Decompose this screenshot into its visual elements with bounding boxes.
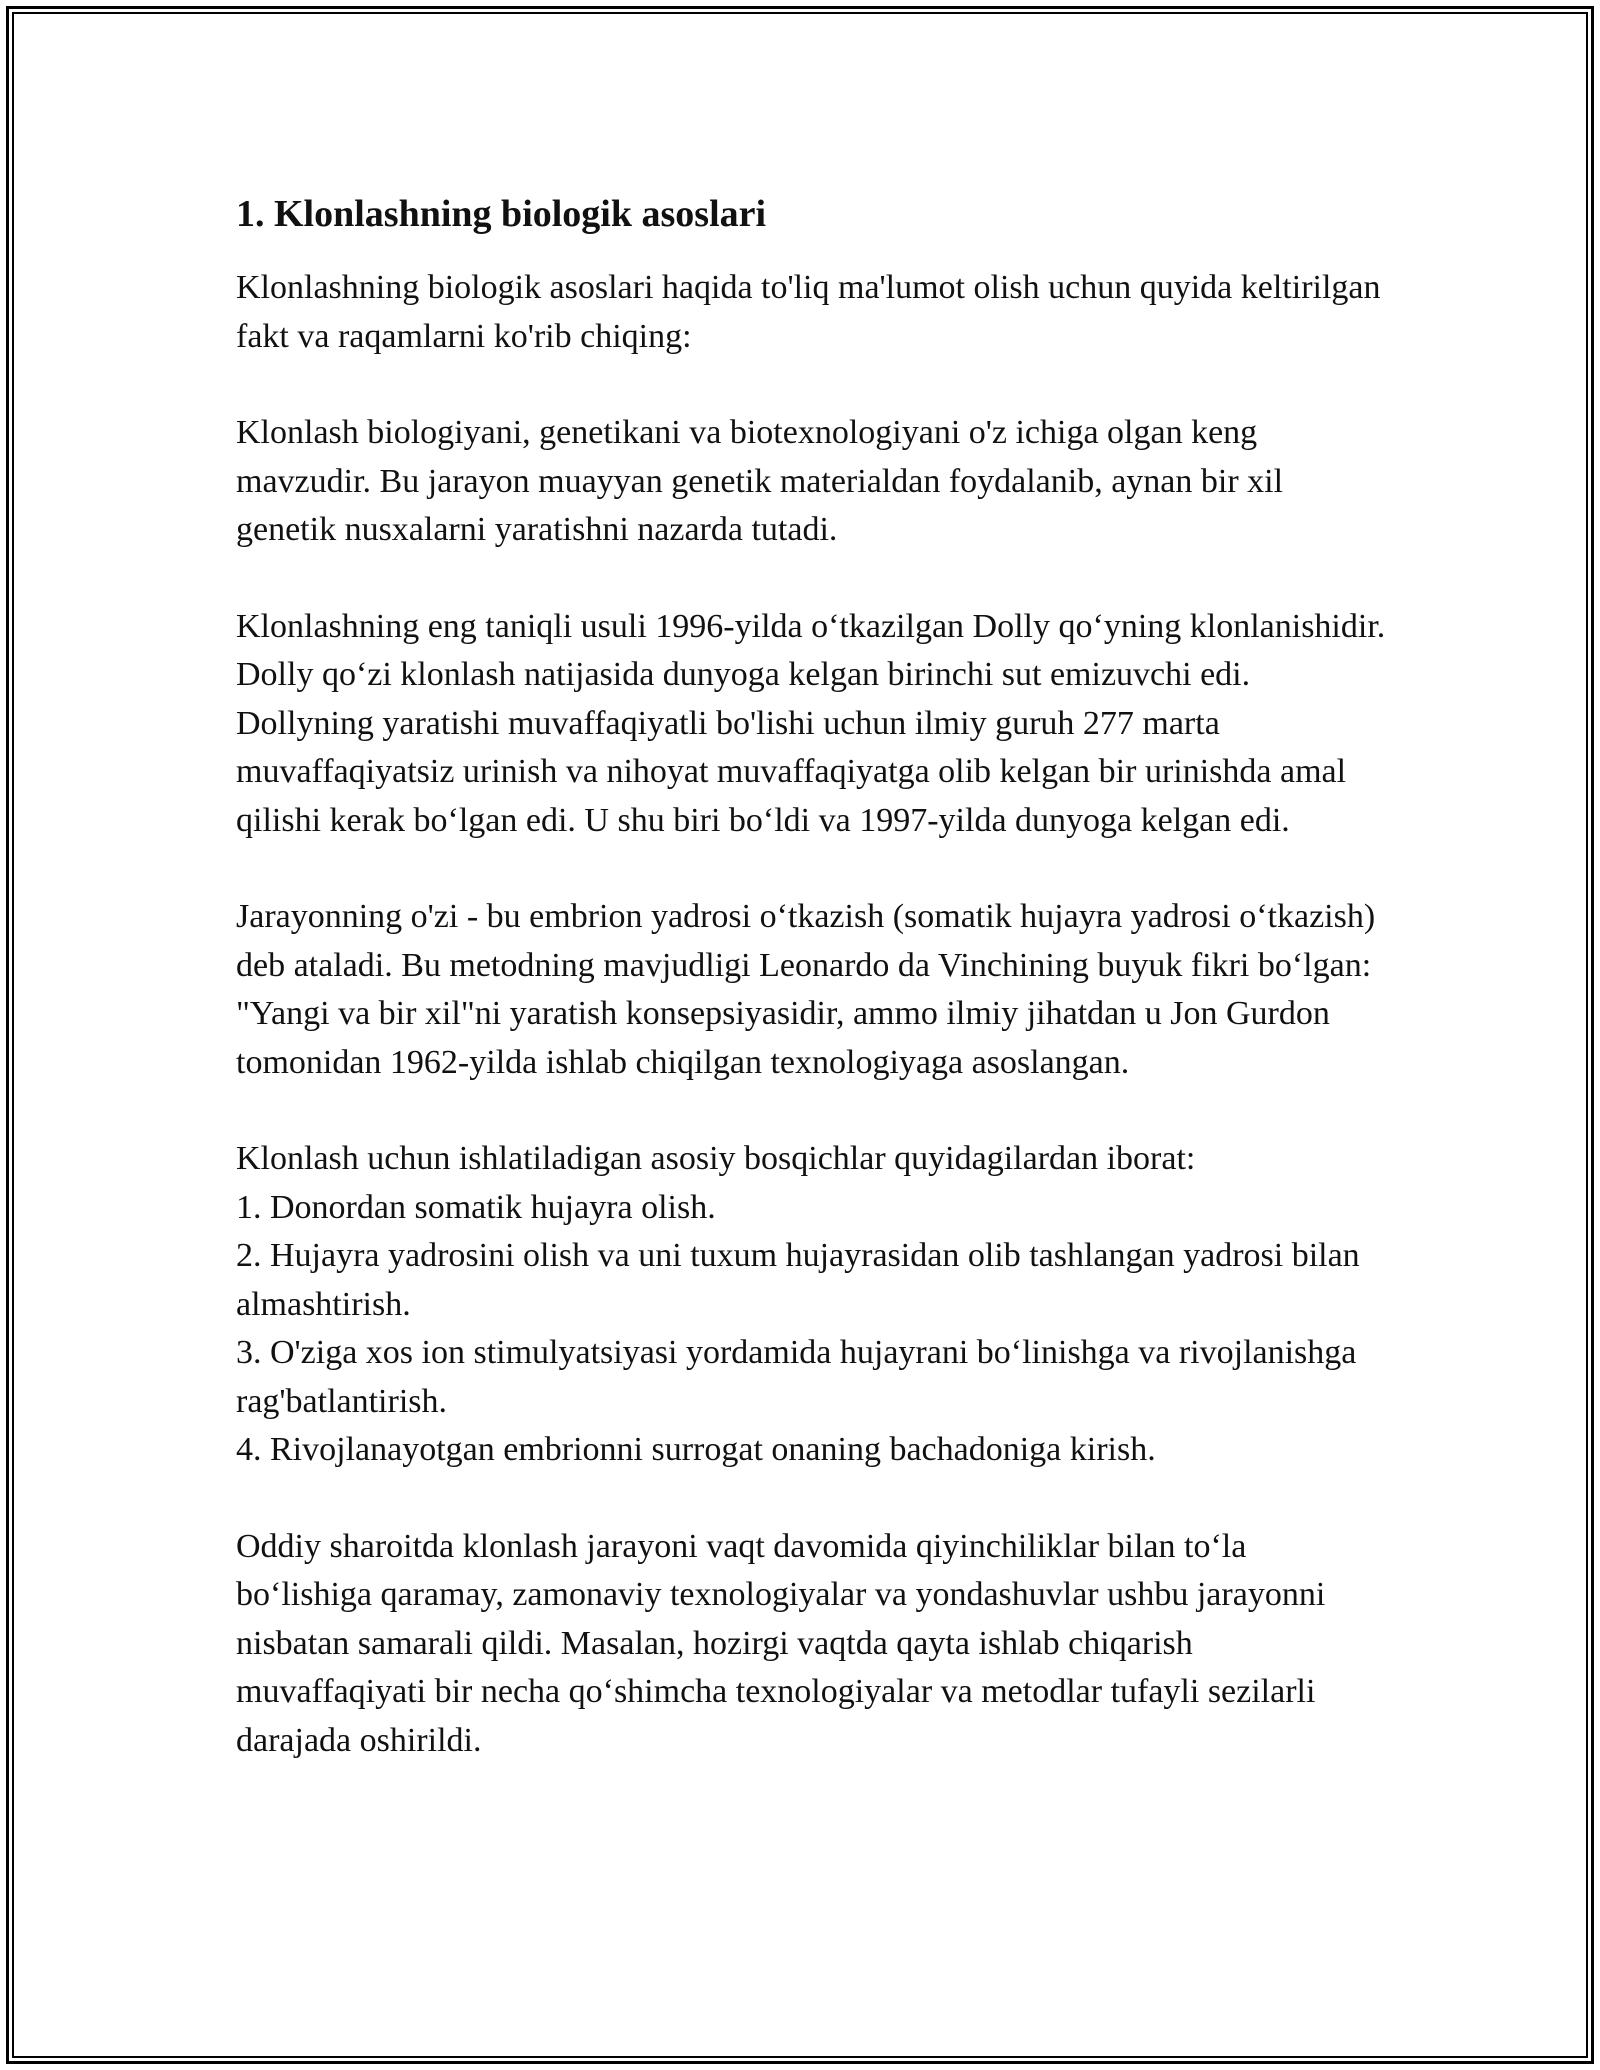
list-item: 4. Rivojlanayotgan embrionni surrogat onaning bachadoniga kirish. xyxy=(236,1431,1156,1468)
closing-paragraph: Oddiy sharoitda klonlash jarayoni vaqt davomida qiyinchiliklar bilan to‘la bo‘lishiga qaramay, zamonaviy texnologiyalar va yondashuvlar ushbu jarayonni nisbatan samarali qildi. Masalan, hozirgi vaqtda qayta ishlab chiqarish muvaffaqiyati bir necha qo‘shimcha texnologiyalar va metodlar tufayli sezilarli darajada oshirildi. xyxy=(236,1527,1326,1759)
steps-list xyxy=(236,1135,1386,1475)
steps-intro: Klonlash uchun ishlatiladigan asosiy bosqichlar quyidagilardan iborat: xyxy=(236,1140,1196,1177)
dolly-paragraph: Klonlashning eng taniqli usuli 1996-yilda o‘tkazilgan Dolly qo‘yning klonlanishidir. Dolly qo‘zi klonlash natijasida dunyoga kelgan birinchi sut emizuvchi edi. Dollyning yaratishi muvaffaqiyatli bo'lishi uchun ilmiy guruh 277 marta muvaffaqiyatsiz urinish va nihoyat muvaffaqiyatga olib kelgan bir urinishda amal qilishi kerak bo‘lgan edi. U shu biri bo‘ldi va 1997-yilda dunyoga kelgan edi. xyxy=(236,607,1386,839)
process-paragraph: Jarayonning o'zi - bu embrion yadrosi o‘tkazish (somatik hujayra yadrosi o‘tkazish) deb ataladi. Bu metodning mavjudligi Leonardo da Vinchining buyuk fikri bo‘lgan: "Yangi va bir xil"ni yaratish konsepsiyasidir, ammo ilmiy jihatdan u Jon Gurdon tomonidan 1962-yilda ishlab chiqilgan texnologiyaga asoslangan. xyxy=(236,898,1376,1081)
list-item: 3. O'ziga xos ion stimulyatsiyasi yordamida hujayrani bo‘linishga va rivojlanishga rag'batlantirish. xyxy=(236,1334,1357,1420)
intro-paragraph: Klonlashning biologik asoslari haqida to'liq ma'lumot olish uchun quyida keltirilgan fakt va raqamlarni ko'rib chiqing: xyxy=(236,269,1381,355)
list-item: 1. Donordan somatik hujayra olish. xyxy=(236,1188,716,1226)
definition-paragraph: Klonlash biologiyani, genetikani va biotexnologiyani o'z ichiga olgan keng mavzudir. Bu jarayon muayyan genetik materialdan foydalanib, aynan bir xil genetik nusxalarni yaratishni nazarda tutadi. xyxy=(236,414,1284,548)
section-heading: 1. Klonlashning biologik asoslari xyxy=(236,193,767,235)
list-item: 2. Hujayra yadrosini olish va uni tuxum hujayrasidan olib tashlangan yadrosi bilan almashtirish. xyxy=(236,1237,1360,1323)
document-body xyxy=(236,186,1386,1813)
